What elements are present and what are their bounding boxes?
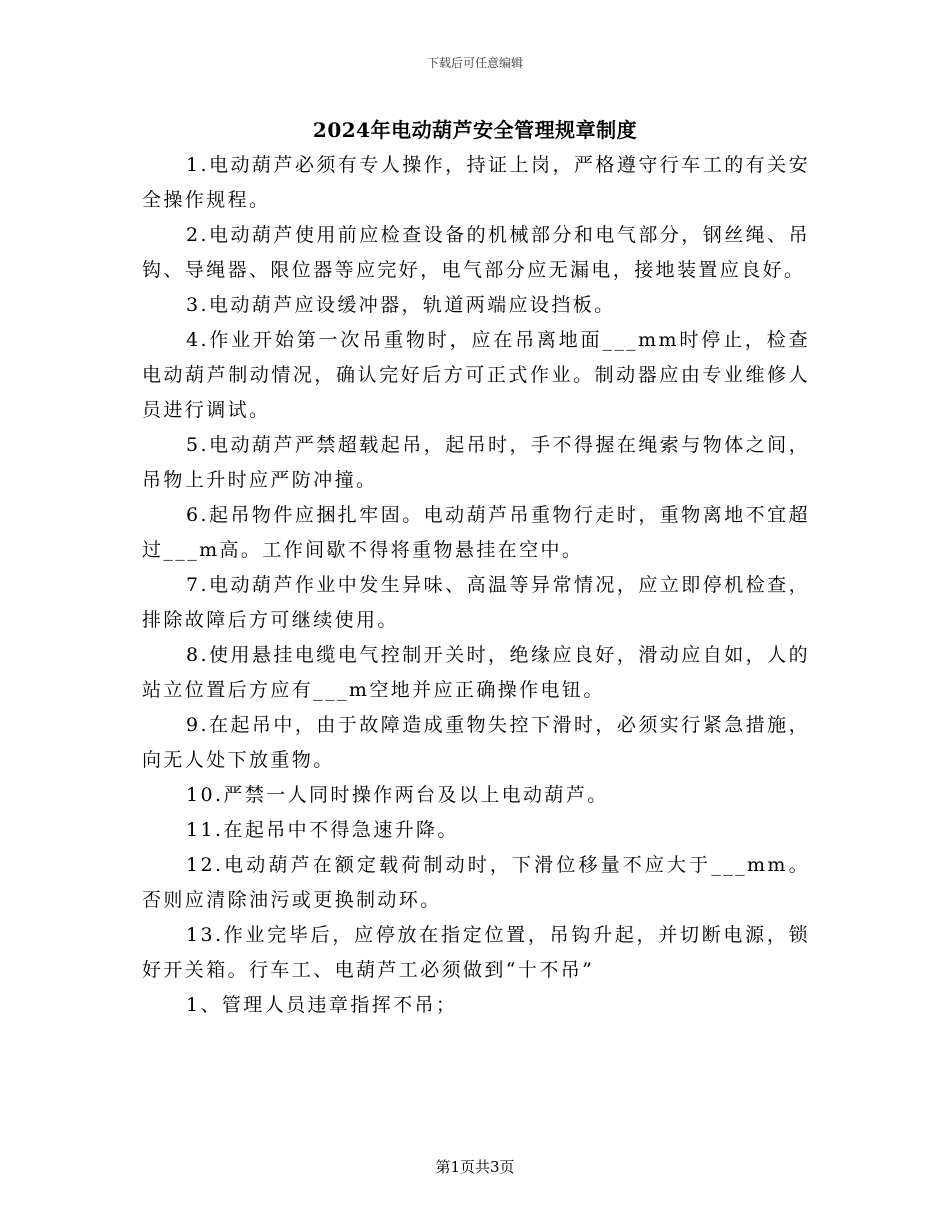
document-title: 2024年电动葫芦安全管理规章制度 [312,118,638,142]
paragraph-9: 9.在起吊中，由于故障造成重物失控下滑时，必须实行紧急措施，向无人处下放重物。 [142,714,810,771]
page-footer: 第1页共3页 [435,1158,515,1176]
paragraph-4: 4.作业开始第一次吊重物时，应在吊离地面___mm时停止，检查电动葫芦制动情况，确认完好后方可正式作业。制动器应由专业维修人员进行调试。 [142,329,810,421]
paragraph-7: 7.电动葫芦作业中发生异味、高温等异常情况，应立即停机检查，排除故障后方可继续使用。 [142,574,810,631]
paragraph-8: 8.使用悬挂电缆电气控制开关时，绝缘应良好，滑动应自如，人的站立位置后方应有___m空地并应正确操作电钮。 [142,644,810,701]
header-note: 下载后可任意编辑 [426,56,523,70]
paragraph-1: 1.电动葫芦必须有专人操作，持证上岗，严格遵守行车工的有关安全操作规程。 [142,154,810,211]
paragraph-2: 2.电动葫芦使用前应检查设备的机械部分和电气部分，钢丝绳、吊钩、导绳器、限位器等应完好，电气部分应无漏电，接地装置应良好。 [142,224,810,281]
paragraph-10: 10.严禁一人同时操作两台及以上电动葫芦。 [186,784,609,806]
paragraph-6: 6.起吊物件应捆扎牢固。电动葫芦吊重物行走时，重物离地不宜超过___m高。工作间歇不得将重物悬挂在空中。 [142,504,810,561]
paragraph-5: 5.电动葫芦严禁超载起吊，起吊时，手不得握在绳索与物体之间，吊物上升时应严防冲撞。 [142,434,810,491]
paragraph-12: 12.电动葫芦在额定载荷制动时，下滑位移量不应大于___mm。否则应清除油污或更换制动环。 [142,854,810,911]
paragraph-3: 3.电动葫芦应设缓冲器，轨道两端应设挡板。 [186,294,616,316]
paragraph-14: 1、管理人员违章指挥不吊； [186,994,458,1016]
paragraph-13: 13.作业完毕后，应停放在指定位置，吊钩升起，并切断电源，锁好开关箱。行车工、电葫芦工必须做到“十不吊” [142,924,810,981]
paragraph-11: 11.在起吊中不得急速升降。 [186,819,459,841]
document-body [142,148,810,1023]
